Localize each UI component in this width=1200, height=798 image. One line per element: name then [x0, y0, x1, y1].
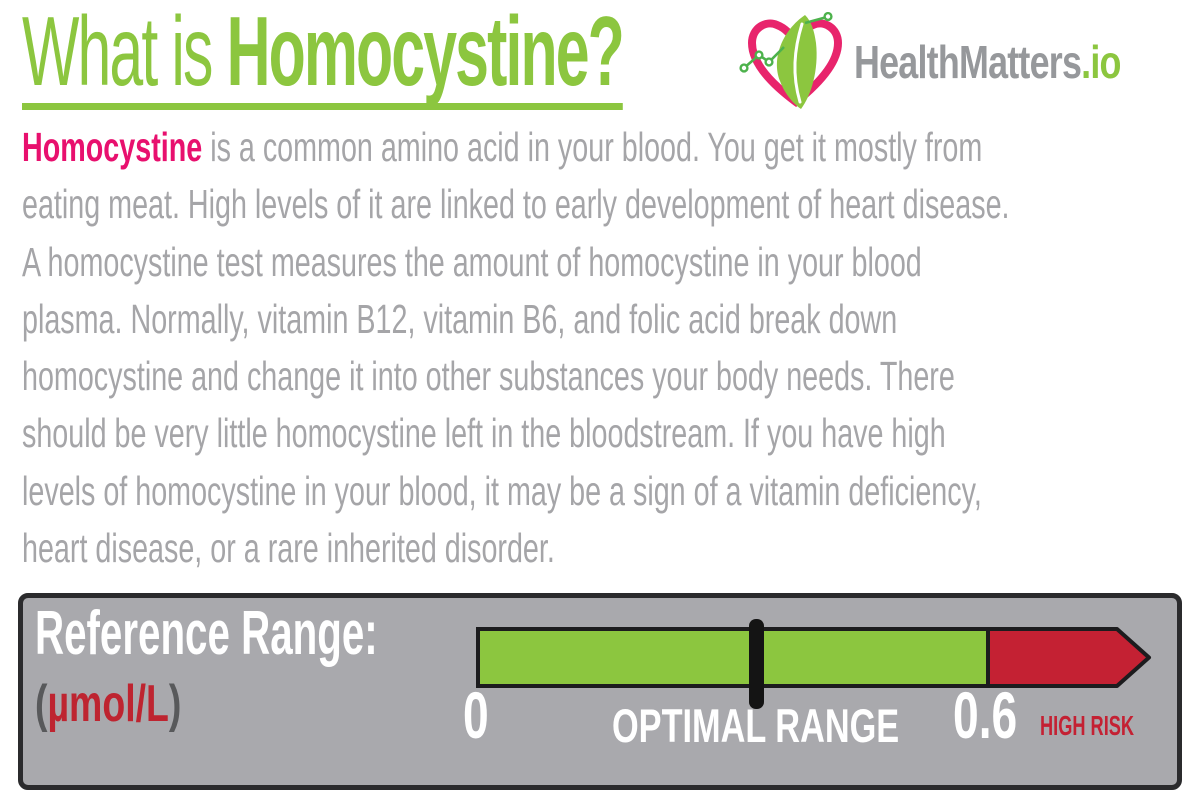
paragraph-line: A homocystine test measures the amount of homocystine in your blood: [22, 238, 922, 285]
scale-min-label: 0: [463, 678, 489, 752]
scale-max-label: 0.6: [953, 678, 1018, 752]
paragraph-line: should be very little homocystine left in the bloodstream. If you have high: [22, 410, 946, 457]
logo-wordmark: [854, 35, 1121, 89]
keyword-homocystine: Homocystine: [22, 124, 203, 170]
healthmatters-logo: [738, 12, 1196, 112]
title-underline: [22, 2, 623, 110]
unit-label: [35, 676, 181, 733]
paragraph-line: levels of homocystine in your blood, it may be a sign of a vitamin deficiency,: [22, 467, 982, 514]
unit-close-paren: ): [168, 675, 182, 733]
logo-tld-text: .io: [1081, 36, 1121, 88]
title-light-part: What is: [22, 0, 227, 106]
high-risk-label: HIGH RISK: [1040, 710, 1135, 741]
paragraph-line: [22, 119, 1184, 176]
paragraph-line: heart disease, or a rare inherited disorder.: [22, 525, 555, 572]
chart-node: [741, 65, 748, 72]
logo-brand-text: HealthMatters: [854, 36, 1082, 88]
paragraph-line: eating meat. High levels of it are linked to early development of heart disease.: [22, 181, 1010, 228]
reference-range-panel: [18, 593, 1182, 790]
chart-node: [766, 59, 773, 66]
value-marker: [749, 619, 764, 709]
paragraph-line: plasma. Normally, vitamin B12, vitamin B6, and folic acid break down: [22, 295, 898, 342]
reference-range-label: Reference Range:: [35, 599, 378, 668]
page-title: [22, 2, 623, 110]
chart-node: [825, 13, 832, 20]
heart-leaf-logo-icon: [738, 12, 850, 112]
description-paragraph: [22, 119, 1184, 577]
unit-open-paren: (: [35, 675, 48, 733]
unit-text: µmol/L: [47, 675, 169, 733]
optimal-zone-bar: [478, 629, 988, 686]
title-bold-part: Homocystine?: [226, 0, 623, 106]
paragraph-line: homocystine and change it into other substances your body needs. There: [22, 353, 955, 400]
optimal-range-label: OPTIMAL RANGE: [612, 699, 900, 752]
chart-node: [756, 52, 763, 59]
paragraph-line-text: is a common amino acid in your blood. You get it mostly from: [202, 124, 983, 170]
